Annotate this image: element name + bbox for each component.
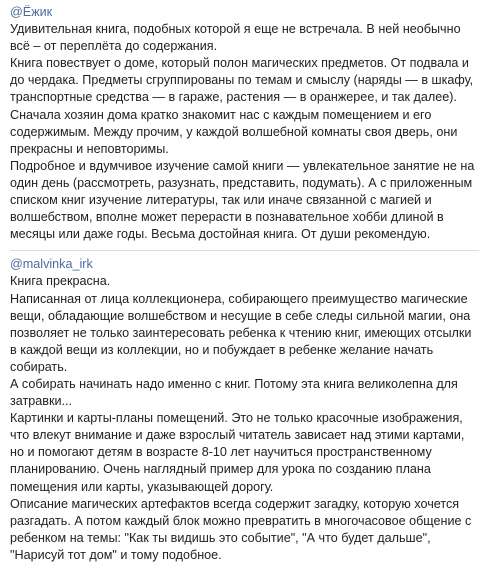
review-divider bbox=[10, 250, 479, 251]
review-card bbox=[0, 256, 489, 564]
review-paragraph: Описание магических артефактов всегда содержит загадку, которую хочется разгадать. А потом каждый блок можно превратить в многочасовое общение с ребенком на темы: "Как ты видишь это событие", "А что будет дальше", "Нарисуй тот дом" и тому подобное. bbox=[10, 496, 472, 562]
review-paragraph: Картинки и карты-планы помещений. Это не только красочные изображения, что влекут внимание и даже взрослый читатель зависает над этими картами, но и помогают детям в возрасте 8-10 лет научиться пространственному планированию. Очень наглядный пример для урока по созданию плана помещения или карты, указывающей дорогу. bbox=[10, 411, 465, 494]
review-paragraph: Книга повествует о доме, который полон магических предметов. От подвала и до чердака. Предметы сгруппированы по темам и смыслу (наряды — в шкафу, транспортные средства — в гараже, растения — в оранжерее, и так далее). bbox=[10, 56, 474, 105]
review-paragraph: Удивительная книга, подобных которой я еще не встречала. В ней необычно всё – от переплёта до содержания. bbox=[10, 22, 461, 54]
review-card bbox=[0, 0, 489, 243]
review-author-link[interactable]: @malvinka_irk bbox=[10, 257, 93, 272]
review-paragraph: Сначала хозяин дома кратко знакомит нас с каждым помещением и его содержимым. Между прочим, у каждой волшебной комнаты своя дверь, они прекрасны и неповторимы. bbox=[10, 107, 458, 156]
review-paragraph: А собирать начинать надо именно с книг. Потому эта книга великолепна для затравки... bbox=[10, 376, 458, 409]
review-paragraph: Написанная от лица коллекционера, собирающего преимущество магические вещи, обладающие волшебством и несущие в себе следы сильной магии, она позволяет не только заинтересовать ребенка к чтению книг, имеющих отсылки в каждой вещи из коллекции, но и побуждает в ребенке желание начать собирать. bbox=[10, 291, 472, 374]
review-paragraph: Книга прекрасна. bbox=[10, 274, 111, 289]
review-author-link[interactable]: @Ёжик bbox=[10, 5, 53, 19]
review-divider-wrap bbox=[0, 250, 489, 251]
review-paragraph: Подробное и вдумчивое изучение самой книги — увлекательное занятие не на один день (рассмотреть, разузнать, представить, подумать). А с приложенным списком книг изучение литературы, так или иначе связанной с магией и волшебством, вполне может перерасти в познавательное хобби длиной в месяцы или даже годы. Весьма достойная книга. От души рекомендую. bbox=[10, 158, 475, 242]
